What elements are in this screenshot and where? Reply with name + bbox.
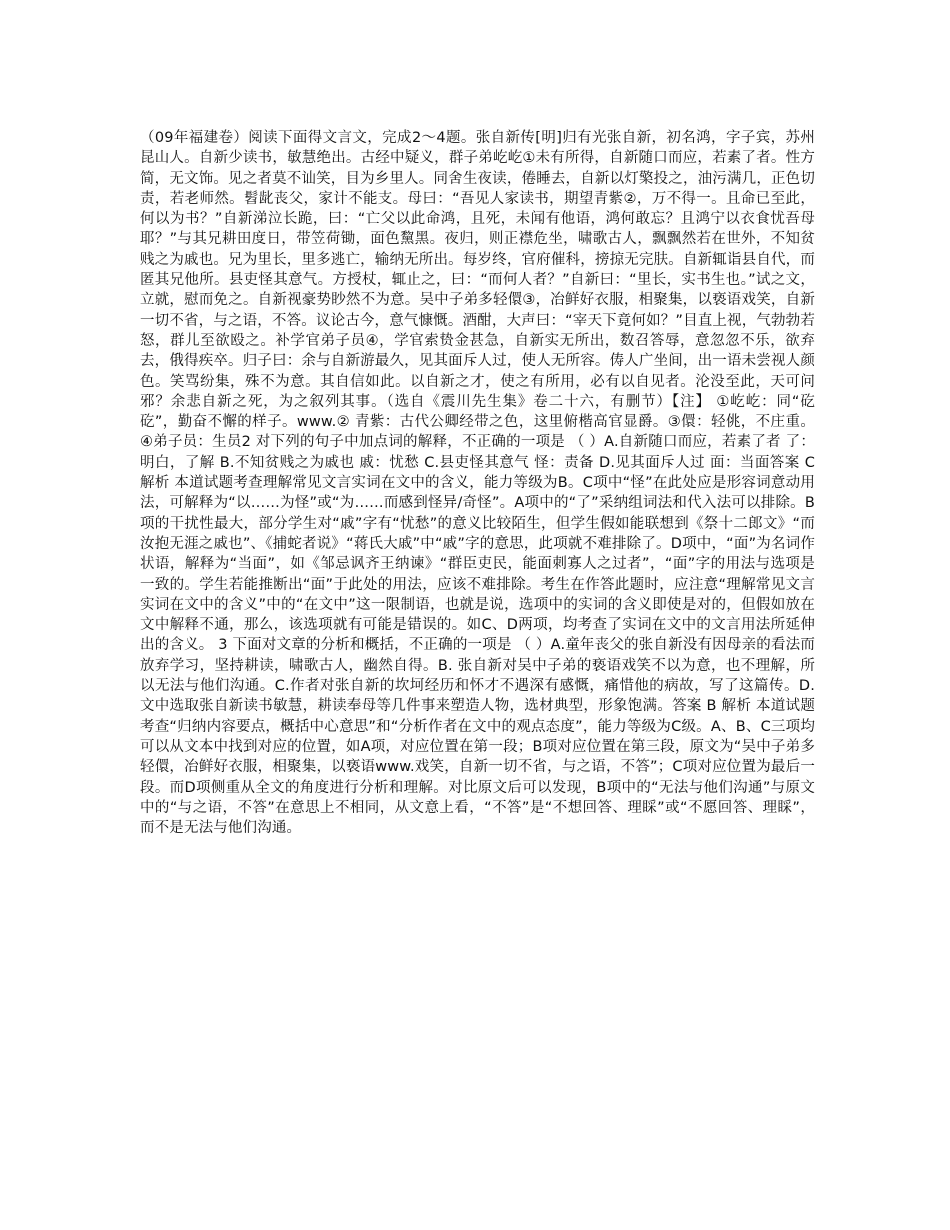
document-paragraph: （09年福建卷）阅读下面得文言文，完成2～4题。张自新传[明]归有光张自新，初名鸿，字子宾，苏州昆山人。自新少读书，敏慧绝出。古经中疑义，群子弟屹屹①未有所得，自新随口而应，若素了者。性方简，无文饰。见之者莫不讪笑，目为乡里人。同舍生夜读，倦睡去，自新以灯檠投之，油污满几，正色切责，若老师然。髫龀丧父，家计不能支。母曰：“吾见人家读书，期望青紫②，万不得一。且命已至此，何以为书？”自新涕泣长跪，曰：“亡父以此命鸿，且死，未闻有他语，鸿何敢忘？且鸿宁以衣食忧吾母耶？”与其兄耕田度日，带笠荷锄，面色黧黑。夜归，则正襟危坐，啸歌古人，飘飘然若在世外，不知贫贱之为戚也。兄为里长，里多逃亡，输纳无所出。每岁终，官府催科，搒掠无完肤。自新辄诣县自代，而匿其兄他所。县吏怪其意气。方授杖，辄止之，曰：“而何人者？”自新曰：“里长，实书生也。”试之文，立就，慰而免之。自新视豪势眇然不为意。吴中子弟多轻儇③，冶鲜好衣服，相聚集，以亵语戏笑，自新一切不省，与之语，不答。议论古今，意气慷慨。酒酣，大声曰：“宰天下竟何如？”目直上视，气勃勃若怒，群儿至欲殴之。补学官弟子员④，学官索贽金甚急，自新实无所出，数召答辱，意忽忽不乐，欲弃去，俄得疾卒。归子曰：余与自新游最久，见其面斥人过，使人无所容。俦人广坐间，出一语未尝视人颜色。笑骂纷集，殊不为意。其自信如此。以自新之才，使之有所用，必有以自见者。沦没至此，天可问邪？余悲自新之死，为之叙列其事。（选自《震川先生集》卷二十六，有删节）【注】 ①屹屹：同“矻矻”，勤奋不懈的样子。www.② 青紫：古代公卿经带之色，这里俯楷高官显爵。③儇：轻佻，不庄重。④弟子员：生员2 对下列的句子中加点词的解释，不正确的一项是 （ ）A.自新随口而应，若素了者 了：明白，了解 B.不知贫贱之为戚也 戚：忧愁 C.县吏怪其意气 怪：责备 D.见其面斥人过 面：当面答案 C 解析 本道试题考查理解常见文言实词在文中的含义，能力等级为B。C项中“怪”在此处应是形容词意动用法，可解释为“以……为怪”或“为……而感到怪异/奇怪”。A项中的“了”采纳组词法和代入法可以排除。B项的干扰性最大，部分学生对“戚”字有“忧愁”的意义比较陌生，但学生假如能联想到《祭十二郎文》“而汝抱无涯之戚也”、《捕蛇者说》“蒋氏大戚”中“戚”字的意思，此项就不难排除了。D项中，“面”为名词作状语，解释为“当面”，如《邹忌讽齐王纳谏》“群臣吏民，能面刺寡人之过者”，“面”字的用法与选项是一致的。学生若能推断出“面”于此处的用法，应该不难排除。考生在作答此题时，应注意“理解常见文言实词在文中的含义”中的“在文中”这一限制语，也就是说，选项中的实词的含义即使是对的，但假如放在文中解释不通，那么，该选项就有可能是错误的。如C、D两项，均考查了实词在文中的文言用法所延伸出的含义。 3 下面对文章的分析和概括，不正确的一项是 （ ）A.童年丧父的张自新没有因母亲的看法而放弃学习，坚持耕读，啸歌古人，幽然自得。B. 张自新对吴中子弟的亵语戏笑不以为意，也不理解，所以无法与他们沟通。C.作者对张自新的坎坷经历和怀才不遇深有感慨，痛惜他的病故，写了这篇传。D.文中选取张自新读书敏慧，耕读奉母等几件事来塑造人物，选材典型，形象饱满。答案 B 解析 本道试题考查“归纳内容要点，概括中心意思”和“分析作者在文中的观点态度”，能力等级为C级。A、B、C三项均可以从文本中找到对应的位置，如A项，对应位置在第一段；B项对应位置在第三段，原文为“吴中子弟多轻儇，冶鲜好衣服，相聚集，以亵语www.戏笑，自新一切不省，与之语，不答”；C项对应位置为最后一段。而D项侧重从全文的角度进行分析和理解。对比原文后可以发现，B项中的“无法与他们沟通”与原文中的“与之语，不答”在意思上不相同，从文意上看，“不答”是“不想回答、理睬”或“不愿回答、理睬”，而不是无法与他们沟通。: [140, 130, 815, 837]
document-body: [140, 128, 815, 838]
